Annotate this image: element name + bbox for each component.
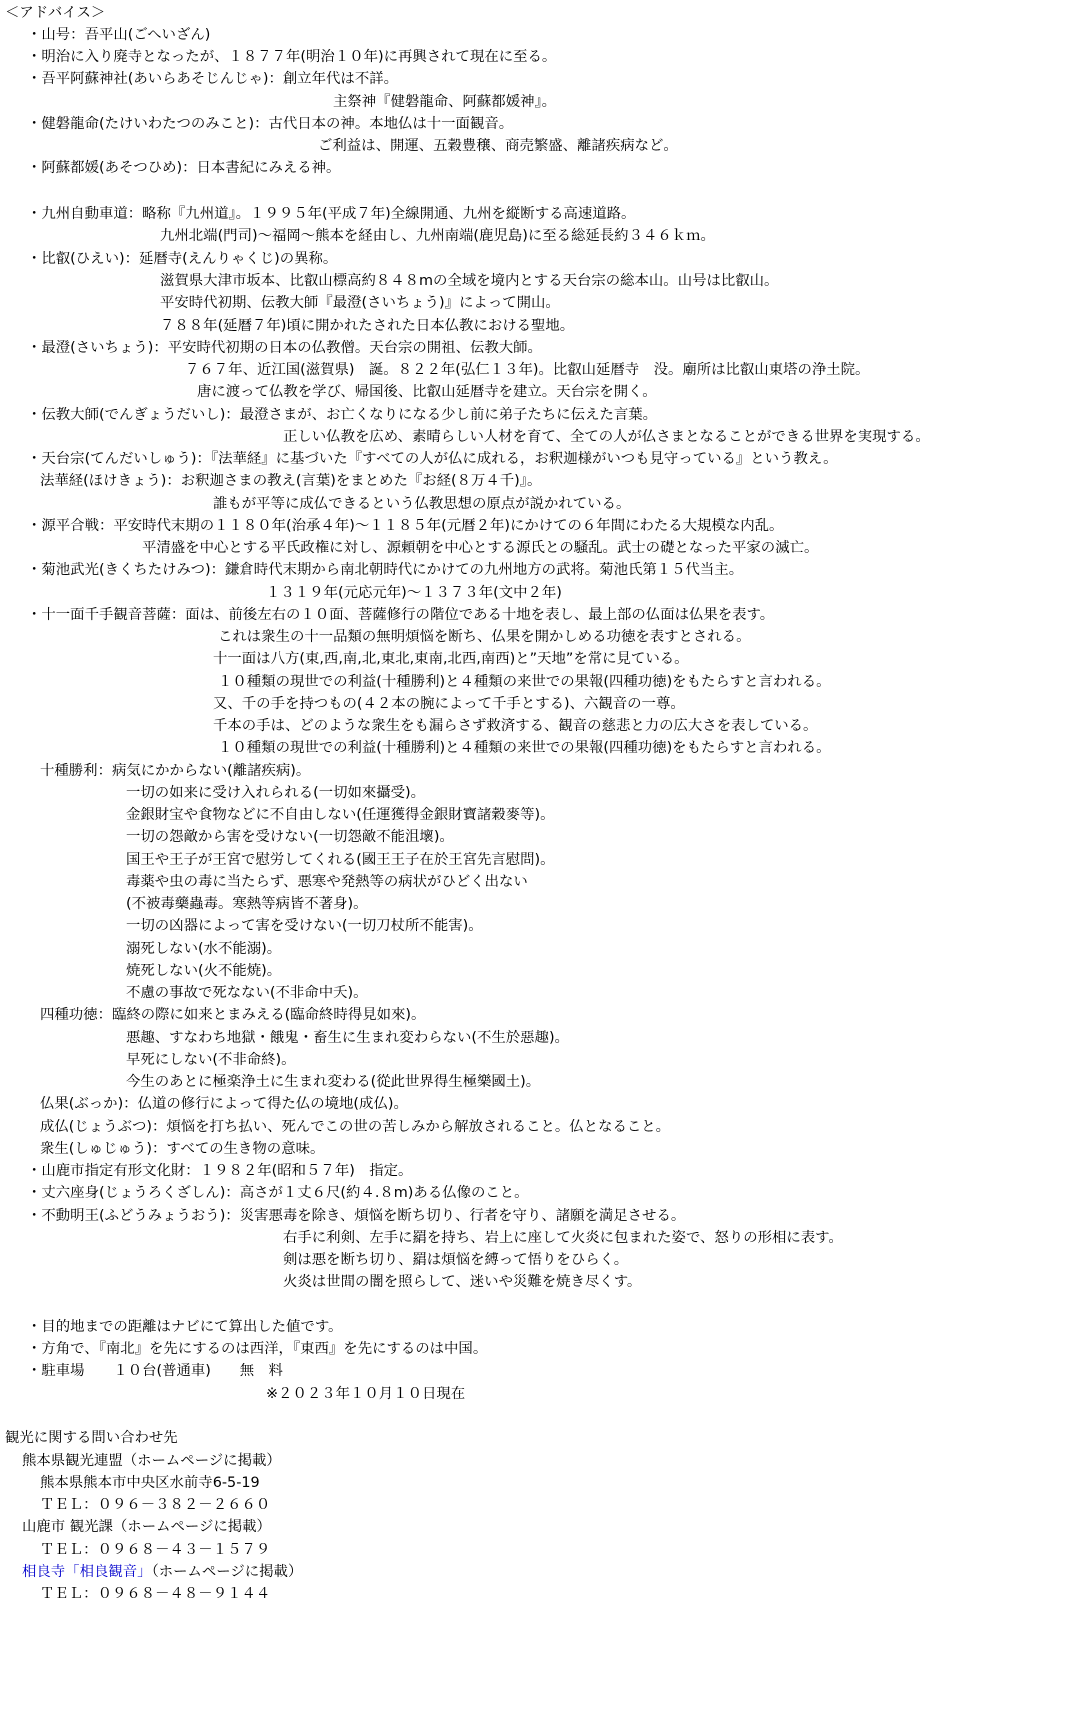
text-line: 誰もが平等に成仏できるという仏教思想の原点が説かれている。 [213,496,631,512]
text-line: 剣は悪を断ち切り、羂は煩悩を縛って悟りをひらく。 [283,1252,629,1268]
text-line: 十一面は八方(東,西,南,北,東北,東南,北西,南西)と”天地”を常に見ている。 [213,651,689,667]
text-line: ・天台宗(てんだいしゅう)：『法華経』に基づいた『すべての人が仏に成れる，お釈迦様がいつも見守っている』という教え。 [27,451,838,467]
text-line: 衆生(しゅじゅう)：すべての生き物の意味。 [40,1141,325,1157]
text-line: 又、千の手を持つもの(４２本の腕によって千手とする)、六観音の一尊。 [213,696,685,712]
text-line: 滋賀県大津市坂本、比叡山標高約８４８mの全域を境内とする天台宗の総本山。山号は比叡山。 [160,273,779,289]
text-line: １０種類の現世での利益(十種勝利)と４種類の来世での果報(四種功徳)をもたらすと言われる。 [218,674,831,690]
kumamoto-association-address: 熊本県熊本市中央区水前寺6-5-19 [40,1475,260,1491]
text-line: 成仏(じょうぶつ)：煩悩を打ち払い、死んでこの世の苦しみから解放されること。仏となること。 [40,1119,671,1135]
advice-heading: ＜アドバイス＞ [5,5,106,21]
text-line: １３１９年(元応元年)～１３７３年(文中２年) [266,585,562,601]
text-line: 唐に渡って仏教を学び、帰国後、比叡山延暦寺を建立。天台宗を開く。 [197,384,657,400]
text-line: 一切の怨敵から害を受けない(一切怨敵不能沮壞)。 [126,829,454,845]
text-line: 金銀財宝や食物などに不自由しない(任運獲得金銀財寶諸穀麥等)。 [126,807,555,823]
text-line: ・山号：吾平山(ごへいざん) [27,27,211,43]
text-line: ・伝教大師(でんぎょうだいし)：最澄さまが、お亡くなりになる少し前に弟子たちに伝えた言葉。 [27,407,658,423]
text-line: 平安時代初期、伝教大師『最澄(さいちょう)』によって開山。 [160,295,560,311]
text-line: ※２０２３年１０月１０日現在 [266,1386,466,1402]
text-line: 悪趣、すなわち地獄・餓鬼・畜生に生まれ変わらない(不生於惡趣)。 [126,1030,569,1046]
yamaga-tourism-name: 山鹿市 観光課（ホームページに掲載） [22,1519,271,1535]
text-line: ・山鹿市指定有形文化財：１９８２年(昭和５７年) 指定。 [27,1163,413,1179]
text-line: ・駐車場 １０台(普通車) 無 料 [27,1363,283,1379]
text-line: ・明治に入り廃寺となったが、１８７７年(明治１０年)に再興されて現在に至る。 [27,49,557,65]
text-line: ・菊池武光(きくちたけみつ)：鎌倉時代末期から南北朝時代にかけての九州地方の武将。菊池氏第１５代当主。 [27,562,744,578]
text-line: 火炎は世間の闇を照らして、迷いや災難を焼き尽くす。 [283,1274,642,1290]
text-line: ・不動明王(ふどうみょうおう)：災害悪毒を除き、煩悩を断ち切り、行者を守り、諸願を満足させる。 [27,1208,686,1224]
text-line: 早死にしない(不非命終)。 [126,1052,296,1068]
contact-heading: 観光に関する問い合わせ先 [5,1430,178,1446]
text-line: 右手に利剣、左手に羂を持ち、岩上に座して火炎に包まれた姿で、怒りの形相に表す。 [283,1230,843,1246]
kumamoto-association-tel: ＴＥＬ：０９６－３８２－２６６０ [40,1497,271,1513]
sagaraji-row [22,1561,302,1583]
text-line: 九州北端(門司)～福岡～熊本を経由し、九州南端(鹿児島)に至る総延長約３４６ｋｍ。 [160,228,715,244]
text-line: ・丈六座身(じょうろくざしん)：高さが１丈６尺(約４.８m)ある仏像のこと。 [27,1185,529,1201]
text-line: 千本の手は、どのような衆生をも漏らさず救済する、観音の慈悲と力の広大さを表している。 [213,718,818,734]
kumamoto-association-name: 熊本県観光連盟（ホームページに掲載） [22,1453,281,1469]
text-line: これは衆生の十一品類の無明煩悩を断ち、仏果を開かしめる功徳を表すとされる。 [218,629,751,645]
text-line: 法華経(ほけきょう)：お釈迦さまの教え(言葉)をまとめた『お経(８万４千)』。 [40,473,542,489]
text-line: 国王や王子が王宮で慰労してくれる(國王王子在於王宮先言慰問)。 [126,852,555,868]
text-line: 今生のあとに極楽浄土に生まれ変わる(從此世界得生極樂國土)。 [126,1074,541,1090]
text-line: ご利益は、開運、五穀豊穣、商売繁盛、離諸疾病など。 [318,138,678,154]
text-line: 焼死しない(火不能焼)。 [126,963,282,979]
text-line: ７６７年、近江国(滋賀県) 誕。８２２年(弘仁１３年)。比叡山延暦寺 没。廟所は比叡山東塔の浄土院。 [185,362,870,378]
text-line: ・阿蘇都媛(あそつひめ)：日本書紀にみえる神。 [27,160,341,176]
text-line: ・源平合戦：平安時代末期の１１８０年(治承４年)～１１８５年(元暦２年)にかけての６年間にわたる大規模な内乱。 [27,518,784,534]
text-line: 不慮の事故で死なない(不非命中夭)。 [126,985,368,1001]
text-line: 一切の凶器によって害を受けない(一切刀杖所不能害)。 [126,918,483,934]
text-line: 仏果(ぶっか)：仏道の修行によって得た仏の境地(成仏)。 [40,1096,408,1112]
text-line: 毒薬や虫の毒に当たらず、悪寒や発熱等の病状がひどく出ない [126,874,528,890]
sagaraji-note: （ホームページに掲載） [151,1564,303,1580]
text-line: 一切の如来に受け入れられる(一切如來攝受)。 [126,785,426,801]
text-line: ・十一面千手観音菩薩：面は、前後左右の１０面、菩薩修行の階位である十地を表し、最上部の仏面は仏果を表す。 [27,607,775,623]
text-line: ・吾平阿蘇神社(あいらあそじんじゃ)：創立年代は不詳。 [27,71,398,87]
yamaga-tourism-tel: ＴＥＬ：０９６８－４３－１５７９ [40,1542,271,1558]
sagaraji-link[interactable]: 相良寺「相良観音」 [22,1564,152,1580]
text-line: ・方角で、『南北』を先にするのは西洋，『東西』を先にするのは中国。 [27,1341,488,1357]
text-line: 平清盛を中心とする平氏政権に対し、源頼朝を中心とする源氏との騒乱。武士の礎となった平家の滅亡。 [142,540,819,556]
text-line: 溺死しない(水不能溺)。 [126,941,282,957]
text-line: 十種勝利：病気にかからない(離諸疾病)。 [40,763,311,779]
text-line: 四種功徳：臨終の際に如来とまみえる(臨命終時得見如來)。 [40,1007,426,1023]
text-line: ・比叡(ひえい)：延暦寺(えんりゃくじ)の異称。 [27,251,338,267]
text-line: ・九州自動車道：略称『九州道』。１９９５年(平成７年)全線開通、九州を縦断する高速道路。 [27,206,636,222]
text-line: ・最澄(さいちょう)：平安時代初期の日本の仏教僧。天台宗の開祖、伝教大師。 [27,340,542,356]
text-line: ・目的地までの距離はナビにて算出した値です。 [27,1319,343,1335]
text-line: ・健磐龍命(たけいわたつのみこと)：古代日本の神。本地仏は十一面観音。 [27,116,514,132]
text-line: ７８８年(延暦７年)頃に開かれたされた日本仏教における聖地。 [160,318,575,334]
text-line: １０種類の現世での利益(十種勝利)と４種類の来世での果報(四種功徳)をもたらすと言われる。 [218,740,831,756]
text-line: 正しい仏教を広め、素晴らしい人材を育て、全ての人が仏さまとなることができる世界を実現する。 [283,429,930,445]
text-line: (不被毒藥蟲毒。寒熱等病皆不著身)。 [126,896,368,912]
text-line: 主祭神『健磐龍命、阿蘇都媛神』。 [333,94,557,110]
sagaraji-tel: ＴＥＬ：０９６８－４８－９１４４ [40,1586,271,1602]
